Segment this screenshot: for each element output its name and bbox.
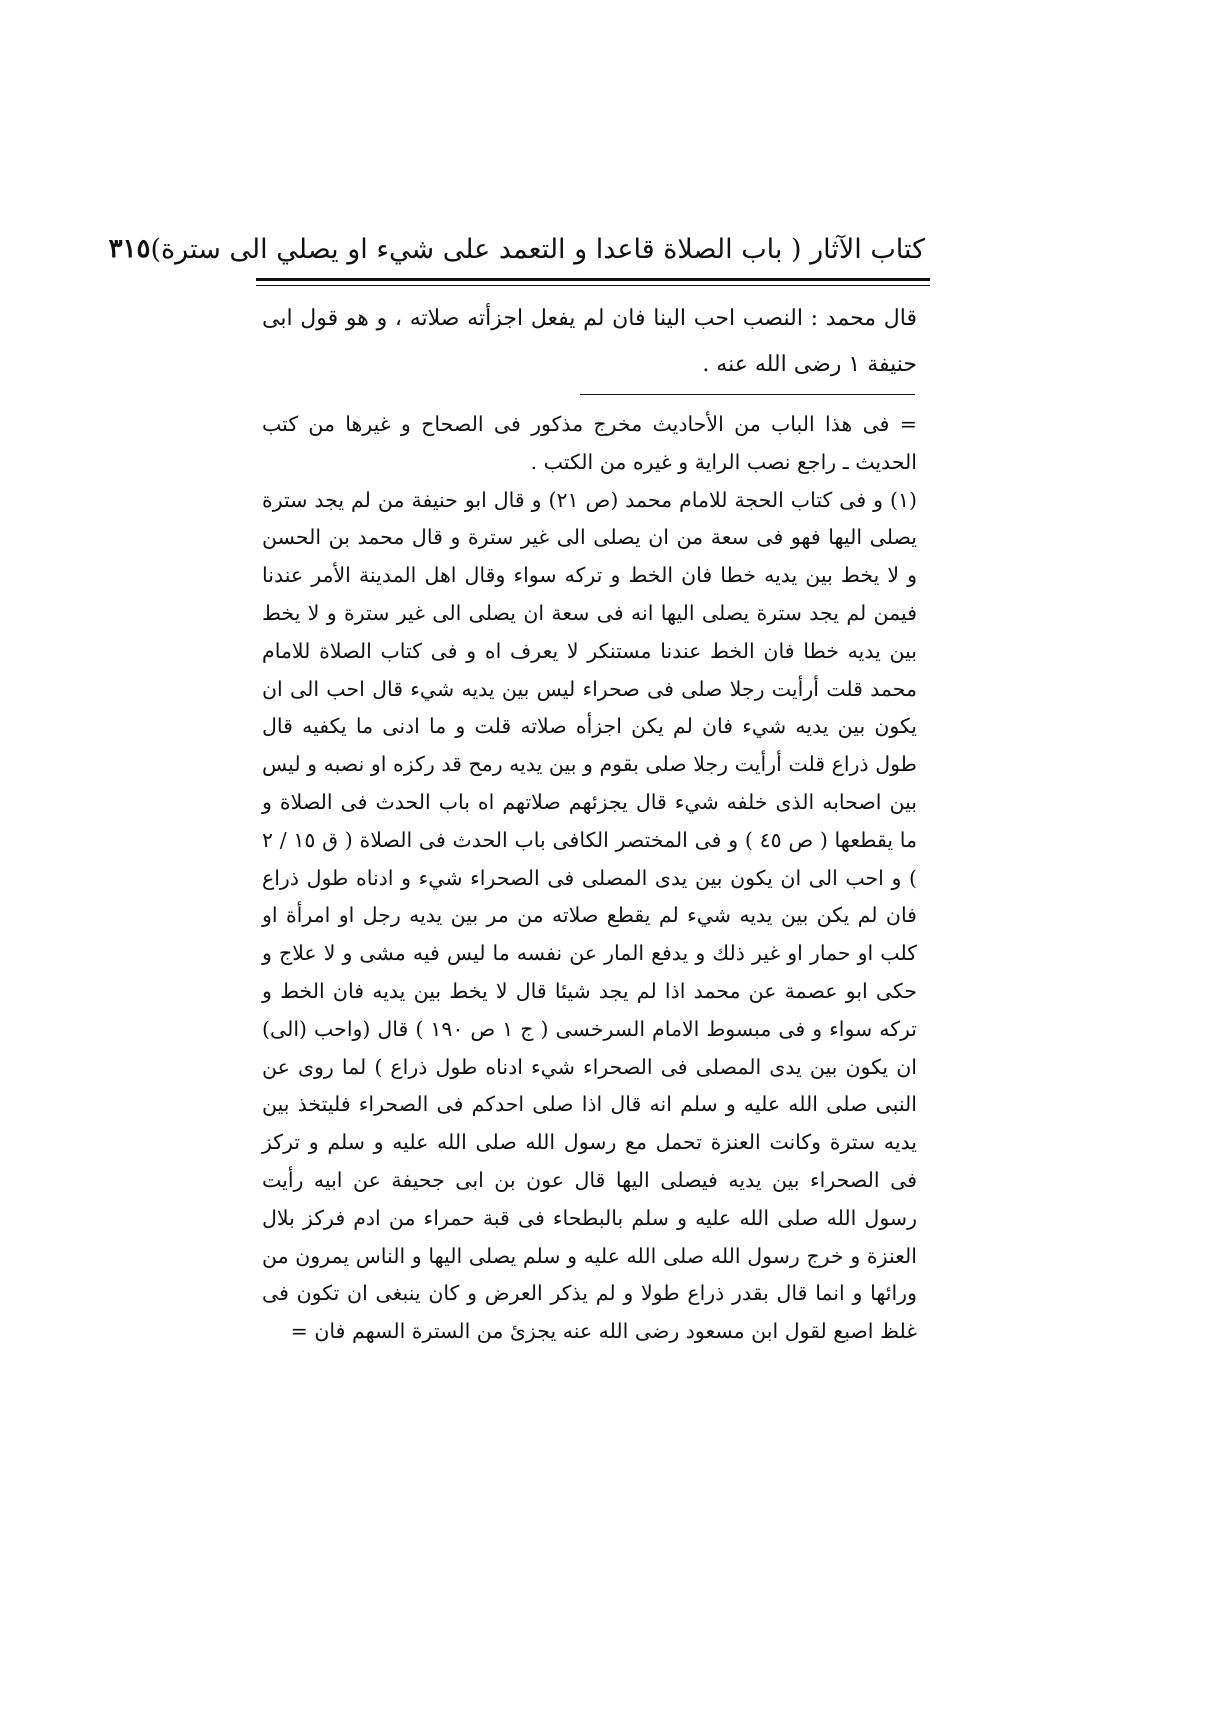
- page-header: [108, 222, 925, 276]
- main-text: قال محمد : النصب احب الينا فان لم يفعل اجزأته صلاته ، و هو قول ابى حنيفة ١ رضى الله عنه .: [262, 306, 917, 377]
- footnote-separator: [580, 394, 915, 395]
- header-rule-thin: [256, 285, 930, 286]
- header-rule: [256, 278, 930, 281]
- footnotes: [262, 406, 917, 1351]
- running-title: كتاب الآثار ( باب الصلاة قاعدا و التعمد على شيء او يصلي الى سترة): [150, 233, 925, 265]
- page-number: ٣١٥: [108, 234, 151, 264]
- footnote-1: (١) و فى كتاب الحجة للامام محمد (ص ٢١) و قال ابو حنيفة من لم يجد سترة يصلى اليها فهو فى سعة من ان يصلى الى غير سترة و قال محمد بن الحسن و لا يخط بين يديه خطا فان الخط و تركه سواء وقال اهل المدينة الأمر عندنا فيمن لم يجد سترة يصلى اليها انه فى سعة ان يصلى الى غير سترة و لا يخط بين يديه خطا فان الخط عندنا مستنكر لا يعرف اه و فى كتاب الصلاة للامام محمد قلت أرأيت رجلا صلى فى صحراء ليس بين يديه شيء قال احب الى ان يكون بين يديه شيء فان لم يكن اجزأه صلاته قلت و ما ادنى ما يكفيه قال طول ذراع قلت أرأيت رجلا صلى بقوم و بين يديه رمح قد ركزه او نصبه و ليس بين اصحابه الذى خلفه شيء قال يجزئهم صلاتهم اه باب الحدث فى الصلاة و ما يقطعها ( ص ٤٥ ) و فى المختصر الكافى باب الحدث فى الصلاة ( ق ١٥ / ٢ ) و احب الى ان يكون بين يدى المصلى فى الصحراء شيء و ادناه طول ذراع فان لم يكن بين يديه شيء لم يقطع صلاته من مر بين يديه رجل او امرأة او كلب او حمار او غير ذلك و يدفع المار عن نفسه ما ليس فيه مشى و لا علاج و حكى ابو عصمة عن محمد اذا لم يجد شيئا قال لا يخط بين يديه فان الخط و تركه سواء و فى مبسوط الامام السرخسى ( ج ١ ص ١٩٠ ) قال (واحب (الى) ان يكون بين يدى المصلى فى الصحراء شيء ادناه طول ذراع ) لما روى عن النبى صلى الله عليه و سلم انه قال اذا صلى احدكم فى الصحراء فليتخذ بين يديه سترة وكانت العنزة تحمل مع رسول الله صلى الله عليه و سلم و تركز فى الصحراء بين يديه فيصلى اليها قال عون بن ابى جحيفة عن ابيه رأيت رسول الله صلى الله عليه و سلم بالبطحاء فى قبة حمراء من ادم فركز بلال العنزة و خرج رسول الله صلى الله عليه و سلم يصلى اليها و الناس يمرون من ورائها و انما قال بقدر ذراع طولا و لم يذكر العرض و كان ينبغى ان تكون فى غلظ اصبع لقول ابن مسعود رضى الله عنه يجزئ من السترة السهم فان =: [262, 487, 917, 1344]
- footnote-continuation: = فى هذا الباب من الأحاديث مخرج مذكور فى الصحاح و غيرها من كتب الحديث ـ راجع نصب الراية و غيره من الكتب .: [262, 412, 917, 474]
